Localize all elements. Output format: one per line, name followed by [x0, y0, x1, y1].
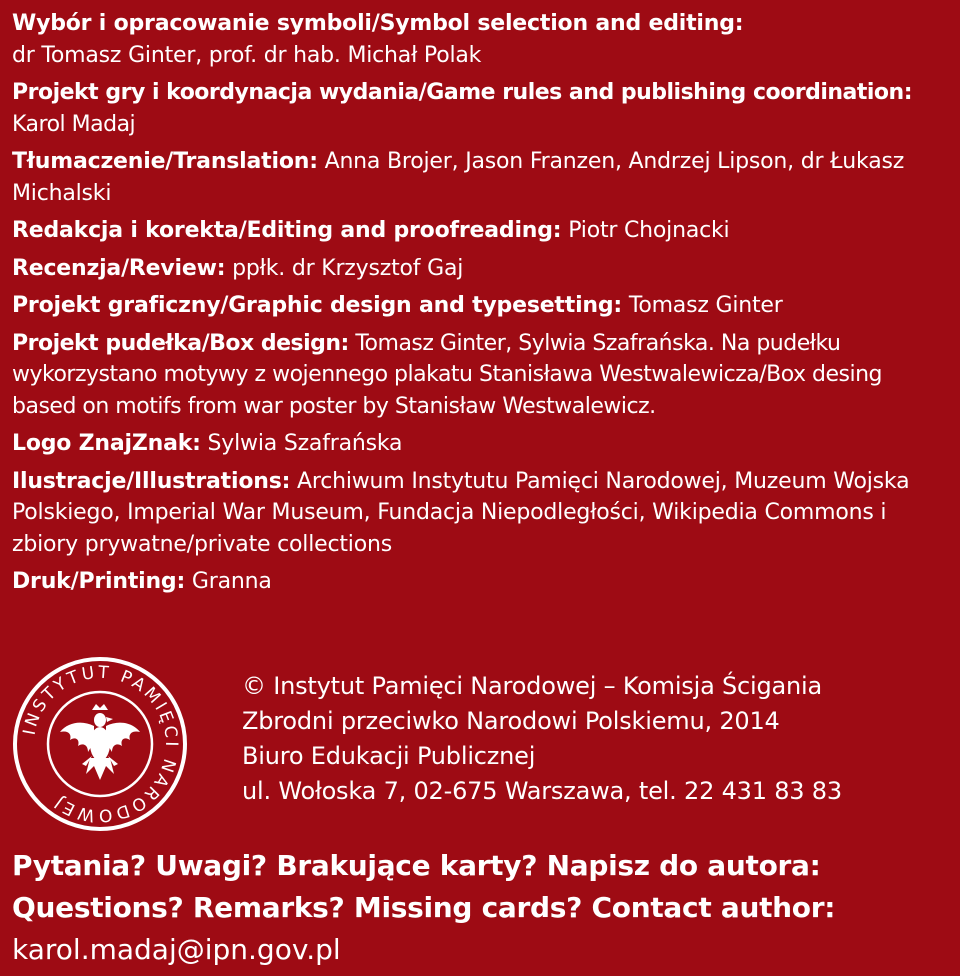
publisher-info: [242, 669, 842, 809]
credits-block: [12, 8, 952, 604]
publisher-line-office: Biuro Edukacji Publicznej: [242, 742, 536, 770]
credit-review: Recenzja/Review: ppłk. dr Krzysztof Gaj: [12, 255, 464, 281]
credit-game-rules: Projekt gry i koordynacja wydania/Game rules and publishing coordination: Karol Madaj: [12, 80, 913, 137]
eagle-icon: [60, 704, 140, 780]
credit-illustrations: Ilustracje/Illustrations: Archiwum Instytutu Pamięci Narodowej, Muzeum Wojska Polskiego, Imperial War Museum, Fundacja Niepodległości, Wikipedia Commons i zbiory prywatne/private collections: [12, 468, 910, 557]
credit-printing: Druk/Printing: Granna: [12, 569, 272, 594]
ipn-seal-logo: [12, 656, 188, 832]
credit-logo: Logo ZnajZnak: Sylwia Szafrańska: [12, 431, 403, 456]
seal-text: INSTYTUT PAMIĘCI NARODOWEJ: [19, 662, 182, 826]
credit-box-design: Projekt pudełka/Box design: Tomasz Ginter, Sylwia Szafrańska. Na pudełku wykorzystano motywy z wojennego plakatu Stanisława Westwalewicza/Box desing based on motifs from war poster by Stanisław Westwalewicz.: [12, 330, 882, 419]
publisher-line-commission: Zbrodni przeciwko Narodowi Polskiemu, 2014: [242, 707, 780, 735]
publisher-line-address: ul. Wołoska 7, 02-675 Warszawa, tel. 22 431 83 83: [242, 777, 842, 805]
credit-symbols: Wybór i opracowanie symboli/Symbol selection and editing: dr Tomasz Ginter, prof. dr hab. Michał Polak: [12, 11, 744, 68]
credit-editing: Redakcja i korekta/Editing and proofreading: Piotr Chojnacki: [12, 218, 730, 243]
contact-email[interactable]: karol.madaj@ipn.gov.pl: [12, 933, 341, 966]
credit-translation: Tłumaczenie/Translation: Anna Brojer, Jason Franzen, Andrzej Lipson, dr Łukasz Michalski: [12, 149, 905, 206]
contact-question-en: Questions? Remarks? Missing cards? Contact author:: [12, 891, 836, 924]
credit-graphic-design: Projekt graficzny/Graphic design and typesetting: Tomasz Ginter: [12, 293, 783, 318]
contact-block: [12, 845, 835, 971]
publisher-line-copyright: © Instytut Pamięci Narodowej – Komisja Ścigania: [242, 672, 823, 700]
contact-question-pl: Pytania? Uwagi? Brakujące karty? Napisz do autora:: [12, 849, 821, 882]
